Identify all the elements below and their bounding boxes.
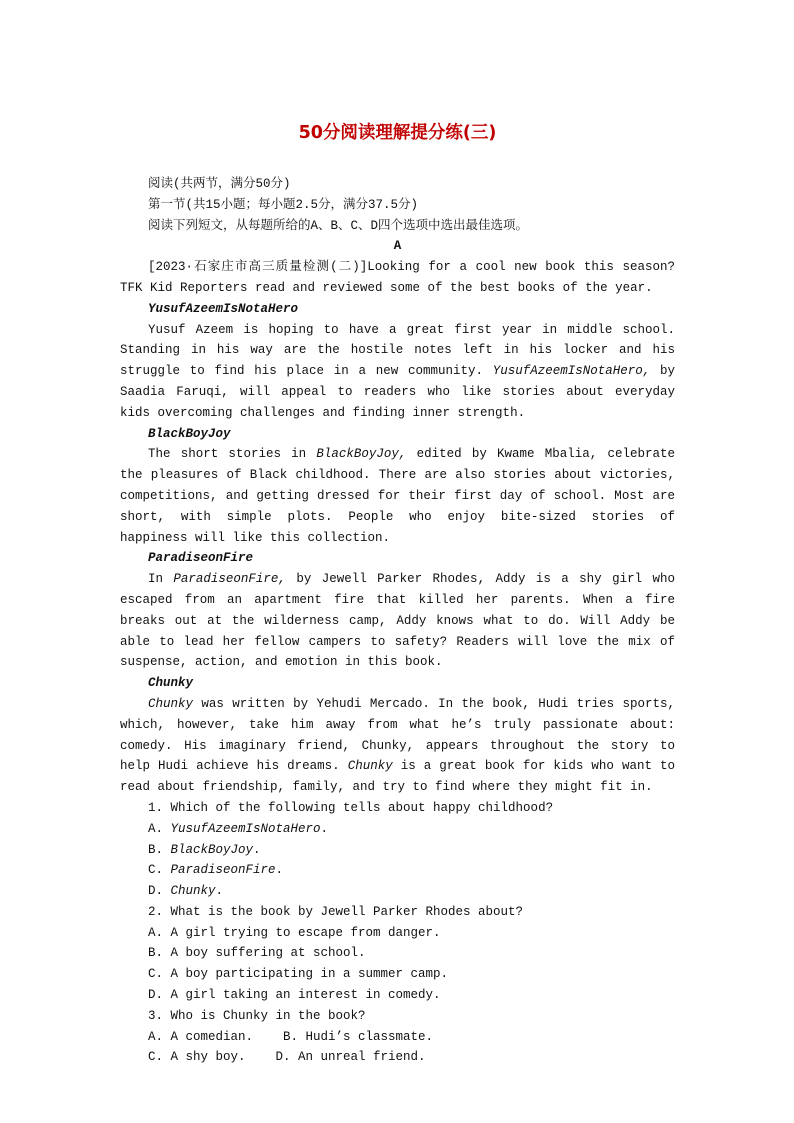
- question-1-option-b: B. BlackBoyJoy.: [148, 842, 261, 857]
- book-title-1: YusufAzeemIsNotaHero: [148, 301, 299, 316]
- intro-line-3: 阅读下列短文，从每题所给的A、B、C、D四个选项中选出最佳选项。: [148, 218, 529, 233]
- intro-line-1: 阅读(共两节，满分50分): [148, 177, 291, 191]
- book-paragraph-2: The short stories in BlackBoyJoy, edited by Kwame Mbalia, celebrate the pleasures of Black childhood. There are also stories about victories, competitions, and getting dressed for their first day of school. Most are short, with simple plots. People who enjoy bite-sized stories of happiness will like this collection.: [120, 447, 675, 545]
- question-2-option-c: C. A boy participating in a summer camp.: [148, 967, 449, 982]
- question-2-option-b: B. A boy suffering at school.: [148, 946, 366, 961]
- question-3-options-row-1: [120, 1027, 675, 1048]
- question-1-option-d: D. Chunky.: [148, 884, 224, 899]
- book-paragraph-1: Yusuf Azeem is hoping to have a great first year in middle school. Standing in his way are the hostile notes left in his locker and his struggle to find his place in a new community. YusufAzeemIsNotaHero, by Saadia Faruqi, will appeal to readers who like stories about everyday kids overcoming challenges and finding inner strength.: [120, 322, 675, 420]
- book-title-4: Chunky: [148, 676, 194, 691]
- question-2-option-a: A. A girl trying to escape from danger.: [148, 925, 441, 940]
- question-1-option-a: A. YusufAzeemIsNotaHero.: [148, 821, 329, 836]
- page-title: 50分阅读理解提分练(三): [298, 123, 497, 143]
- question-2-option-d: D. A girl taking an interest in comedy.: [148, 988, 441, 1003]
- lead-paragraph: [2023·石家庄市高三质量检测(二)]Looking for a cool new book this season? TFK Kid Reporters read and reviewed some of the best books of the year.: [120, 260, 675, 295]
- question-3-option-c: C. A shy boy.: [148, 1050, 246, 1065]
- book-paragraph-4: Chunky was written by Yehudi Mercado. In the book, Hudi tries sports, which, however, take him away from what he’s truly passionate about: comedy. His imaginary friend, Chunky, appears throughout the story to help Hudi achieve his dreams. Chunky is a great book for kids who want to read about friendship, family, and try to find where they might fit in.: [120, 696, 675, 795]
- question-1-option-c: C. ParadiseonFire.: [148, 863, 284, 878]
- book-title-2: BlackBoyJoy: [148, 426, 231, 441]
- question-3-option-b: B. Hudi’s classmate.: [283, 1029, 434, 1044]
- question-3-option-a: A. A comedian.: [148, 1029, 254, 1044]
- document-page: [120, 118, 675, 1068]
- book-paragraph-3: In ParadiseonFire, by Jewell Parker Rhodes, Addy is a shy girl who escaped from an apartment fire that killed her parents. When a fire breaks out at the wilderness camp, Addy knows what to do. Will Addy be able to lead her fellow campers to safety? Readers will love the mix of suspense, action, and emotion in this book.: [120, 572, 675, 670]
- book-title-3: ParadiseonFire: [148, 551, 254, 566]
- question-2-stem: 2. What is the book by Jewell Parker Rhodes about?: [148, 904, 524, 919]
- section-label: A: [393, 239, 402, 254]
- question-1-stem: 1. Which of the following tells about happy childhood?: [148, 800, 554, 815]
- intro-line-2: 第一节(共15小题；每小题2.5分，满分37.5分): [148, 197, 419, 212]
- question-3-stem: 3. Who is Chunky in the book?: [148, 1008, 366, 1023]
- question-3-option-d: D. An unreal friend.: [275, 1050, 426, 1065]
- question-3-options-row-2: [120, 1047, 675, 1068]
